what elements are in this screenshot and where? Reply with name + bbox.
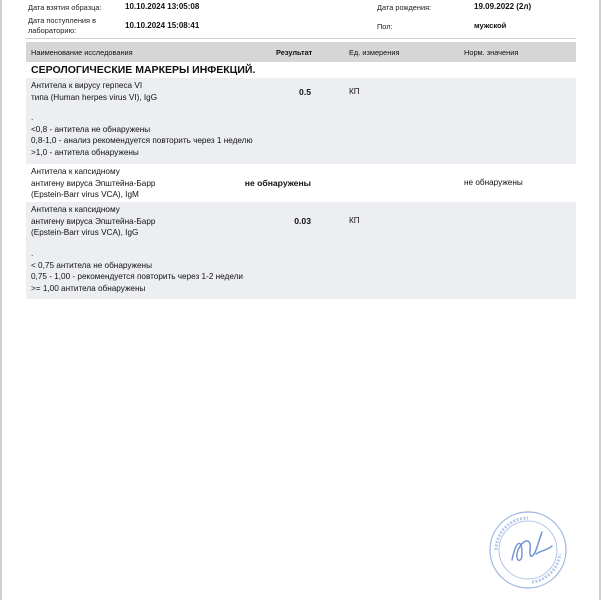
column-unit-header: Ед. измерения (349, 48, 400, 57)
lab-date-label-2: лабораторию: (28, 26, 77, 35)
table-row (26, 202, 576, 299)
sample-date-label: Дата взятия образца: (28, 3, 102, 12)
lab-date-value: 10.10.2024 15:08:41 (125, 21, 200, 30)
test-result: не обнаружены (244, 178, 311, 188)
column-name-header: Наименование исследования (31, 48, 133, 57)
table-row (26, 78, 576, 164)
test-name: Антитела к вирусу герпеса VI типа (Human herpes virus VI), IgG (31, 81, 158, 102)
column-result-header: Результат (276, 48, 313, 57)
test-norm: не обнаружены (464, 178, 523, 187)
birth-date-value: 19.09.2022 (2л) (474, 2, 532, 11)
test-unit: КП (349, 87, 360, 96)
stamp-icon (488, 510, 568, 590)
test-note: . <0,8 - антитела не обнаружены 0,8-1,0 - анализ рекомендуется повторить через 1 неделю >1,0 - антитела обнаружены (31, 113, 253, 157)
sample-date-value: 10.10.2024 13:05:08 (125, 2, 200, 11)
header-divider (26, 38, 576, 39)
test-unit: КП (349, 216, 360, 225)
test-note: . < 0,75 антитела не обнаружены 0,75 - 1,00 - рекомендуется повторить через 1-2 недели >= 1,00 антитела обнаружены (31, 249, 243, 293)
page-edge-left (0, 0, 2, 600)
test-result: 0.03 (294, 216, 311, 226)
sex-value: мужской (474, 21, 507, 30)
section-title: СЕРОЛОГИЧЕСКИЕ МАРКЕРЫ ИНФЕКЦИЙ. (31, 64, 256, 76)
lab-date-label-1: Дата поступления в (28, 16, 97, 25)
birth-date-label: Дата рождения: (377, 3, 432, 12)
table-row (26, 164, 576, 202)
test-name: Антитела к капсидному антигену вируса Эпштейна-Барр (Epstein-Barr virus VCA), IgG (31, 205, 156, 237)
column-norm-header: Норм. значения (464, 48, 519, 57)
test-name: Антитела к капсидному антигену вируса Эпштейна-Барр (Epstein-Barr virus VCA), IgM (31, 167, 156, 199)
test-result: 0.5 (299, 87, 311, 97)
table-header (26, 42, 576, 62)
sex-label: Пол: (377, 22, 393, 31)
